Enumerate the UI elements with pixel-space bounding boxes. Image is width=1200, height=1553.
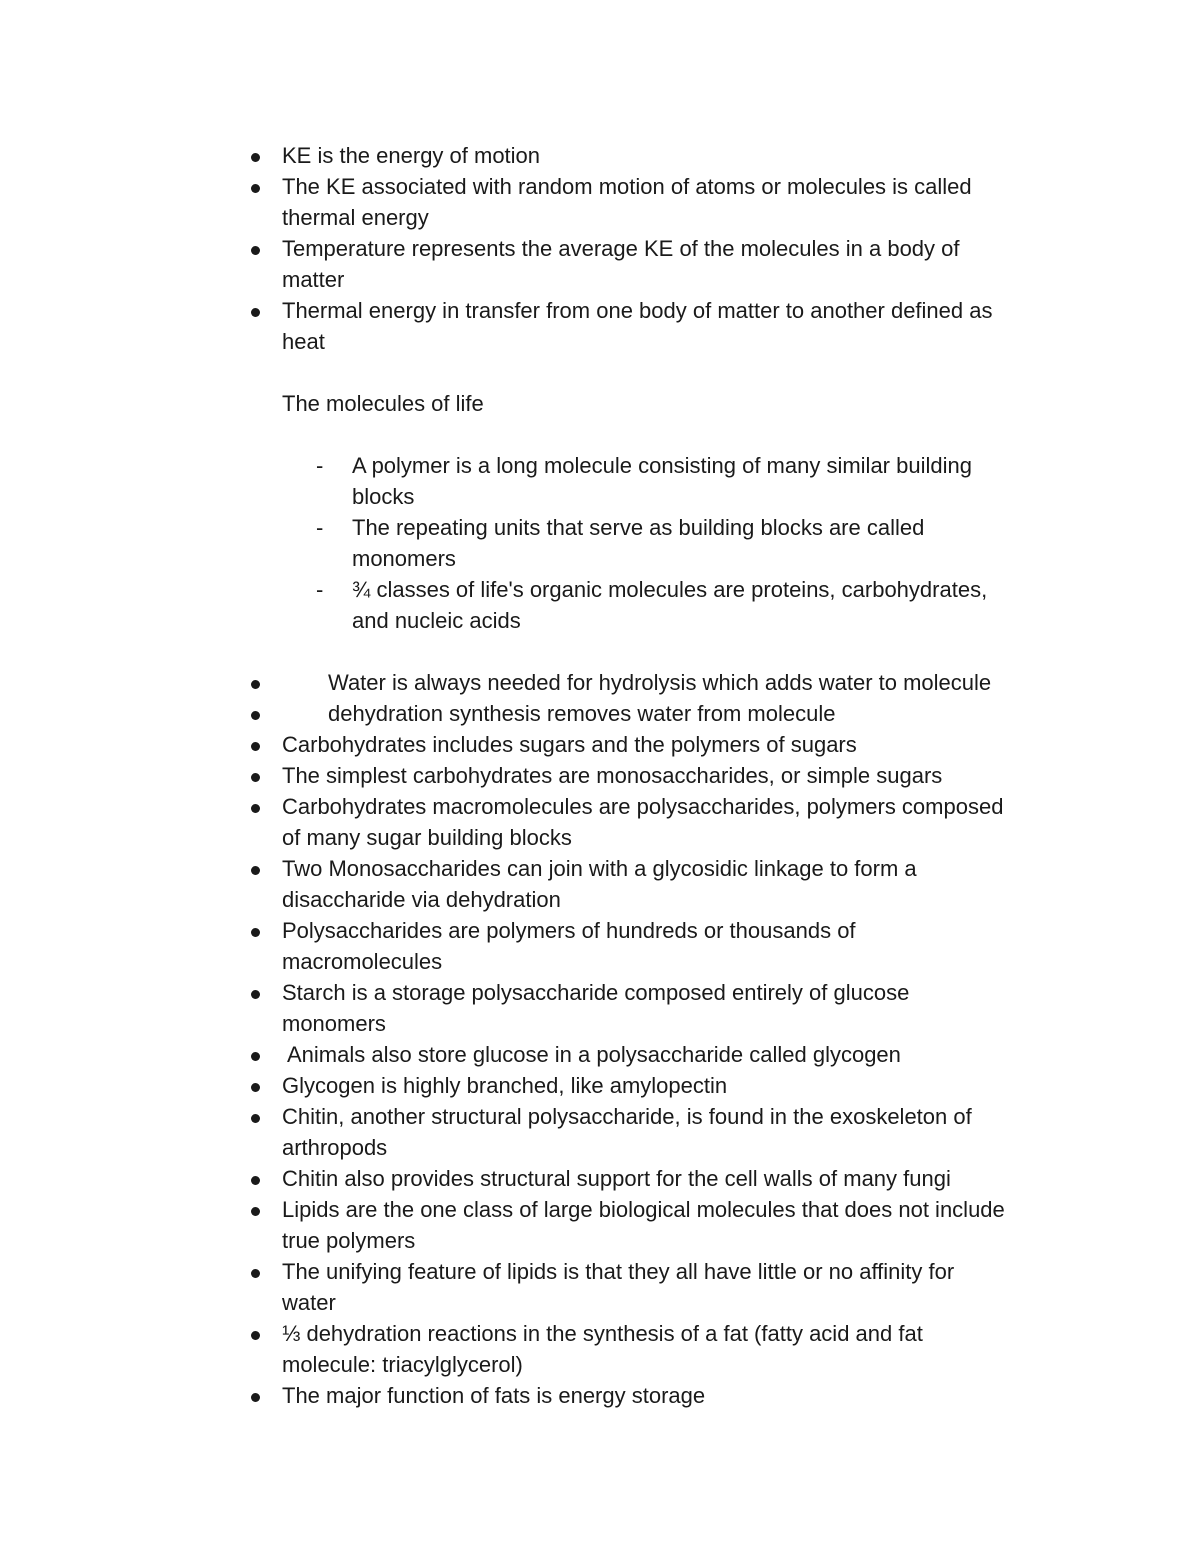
list-item-text: macromolecules xyxy=(282,949,443,974)
bullet-icon xyxy=(251,680,260,689)
bullet-icon xyxy=(251,928,260,937)
list-item xyxy=(0,1039,1200,1070)
bullet-icon xyxy=(251,742,260,751)
list-item xyxy=(0,791,1200,822)
bullet-icon xyxy=(251,184,260,193)
list-item-continuation xyxy=(0,946,1200,977)
list-item-text: heat xyxy=(282,329,325,354)
bullet-icon xyxy=(251,990,260,999)
list-item-continuation xyxy=(0,326,1200,357)
list-item-continuation xyxy=(0,1349,1200,1380)
dash-item-continuation xyxy=(0,481,1200,512)
list-item xyxy=(0,853,1200,884)
bullet-icon xyxy=(251,711,260,720)
list-item-continuation xyxy=(0,1008,1200,1039)
list-item-text: of many sugar building blocks xyxy=(282,825,572,850)
list-item xyxy=(0,1256,1200,1287)
list-item xyxy=(0,1101,1200,1132)
list-item-continuation xyxy=(0,822,1200,853)
spacer xyxy=(0,419,1200,450)
dash-item-text: and nucleic acids xyxy=(352,608,521,633)
bullet-icon xyxy=(251,246,260,255)
list-item-text: KE is the energy of motion xyxy=(282,143,541,168)
bullet-icon xyxy=(251,1269,260,1278)
list-item xyxy=(0,667,1200,698)
dash-icon: - xyxy=(316,515,324,540)
list-item-text: The unifying feature of lipids is that they all have little or no affinity for xyxy=(282,1259,955,1284)
dash-item-text: The repeating units that serve as building blocks are called xyxy=(352,515,925,540)
list-item xyxy=(0,233,1200,264)
list-item xyxy=(0,977,1200,1008)
list-item xyxy=(0,171,1200,202)
section-heading xyxy=(0,388,1200,419)
list-item-continuation xyxy=(0,202,1200,233)
list-item xyxy=(0,698,1200,729)
list-item-text: Temperature represents the average KE of the molecules in a body of xyxy=(282,236,960,261)
dash-item-text: monomers xyxy=(352,546,456,571)
list-item-text: Chitin, another structural polysaccharide, is found in the exoskeleton of xyxy=(282,1104,972,1129)
list-item-text: monomers xyxy=(282,1011,386,1036)
bullet-icon xyxy=(251,866,260,875)
bullet-icon xyxy=(251,153,260,162)
list-item-continuation xyxy=(0,1287,1200,1318)
heading-text: The molecules of life xyxy=(282,391,484,416)
list-item xyxy=(0,1163,1200,1194)
bullet-icon xyxy=(251,1207,260,1216)
list-item-text: dehydration synthesis removes water from molecule xyxy=(328,701,836,726)
dash-item xyxy=(0,450,1200,481)
list-item-continuation xyxy=(0,884,1200,915)
list-item-text: arthropods xyxy=(282,1135,388,1160)
list-item-text: water xyxy=(282,1290,336,1315)
dash-item-continuation xyxy=(0,543,1200,574)
dash-icon: - xyxy=(316,453,324,478)
dash-item-text: ¾ classes of life's organic molecules are proteins, carbohydrates, xyxy=(352,577,988,602)
spacer xyxy=(0,357,1200,388)
list-item-text: thermal energy xyxy=(282,205,429,230)
bullet-icon xyxy=(251,804,260,813)
list-item-text: The simplest carbohydrates are monosaccharides, or simple sugars xyxy=(282,763,943,788)
dash-item-continuation xyxy=(0,605,1200,636)
list-item-continuation xyxy=(0,1225,1200,1256)
list-item-text: Thermal energy in transfer from one body of matter to another defined as xyxy=(282,298,993,323)
list-item-text: Water is always needed for hydrolysis which adds water to molecule xyxy=(328,670,992,695)
bullet-icon xyxy=(251,308,260,317)
list-item-text: Lipids are the one class of large biological molecules that does not include xyxy=(282,1197,1005,1222)
list-item-text: true polymers xyxy=(282,1228,416,1253)
list-item xyxy=(0,1380,1200,1411)
list-item-continuation xyxy=(0,264,1200,295)
list-item-text: The major function of fats is energy storage xyxy=(282,1383,706,1408)
list-item xyxy=(0,1194,1200,1225)
bullet-icon xyxy=(251,1331,260,1340)
bullet-icon xyxy=(251,1114,260,1123)
list-item-text: Starch is a storage polysaccharide composed entirely of glucose xyxy=(282,980,910,1005)
list-item-text: ⅓ dehydration reactions in the synthesis of a fat (fatty acid and fat xyxy=(282,1321,923,1346)
list-item-text: Carbohydrates includes sugars and the polymers of sugars xyxy=(282,732,857,757)
list-item xyxy=(0,760,1200,791)
list-item-text: Animals also store glucose in a polysaccharide called glycogen xyxy=(287,1042,901,1067)
bullet-icon xyxy=(251,773,260,782)
dash-item xyxy=(0,574,1200,605)
list-item-text: molecule: triacylglycerol) xyxy=(282,1352,523,1377)
list-item-text: Two Monosaccharides can join with a glycosidic linkage to form a xyxy=(282,856,917,881)
list-item-text: disaccharide via dehydration xyxy=(282,887,561,912)
bullet-icon xyxy=(251,1083,260,1092)
dash-item-text: A polymer is a long molecule consisting of many similar building xyxy=(352,453,972,478)
bullet-icon xyxy=(251,1052,260,1061)
list-item xyxy=(0,915,1200,946)
list-item-text: Carbohydrates macromolecules are polysaccharides, polymers composed xyxy=(282,794,1004,819)
list-item-text: Chitin also provides structural support for the cell walls of many fungi xyxy=(282,1166,951,1191)
list-item-text: Glycogen is highly branched, like amylopectin xyxy=(282,1073,728,1098)
list-item-text: matter xyxy=(282,267,345,292)
bullet-icon xyxy=(251,1393,260,1402)
document-page xyxy=(0,140,1200,1411)
dash-icon: - xyxy=(316,577,324,602)
list-item xyxy=(0,295,1200,326)
list-item-text: The KE associated with random motion of atoms or molecules is called xyxy=(282,174,972,199)
bullet-icon xyxy=(251,1176,260,1185)
spacer xyxy=(0,636,1200,667)
list-item xyxy=(0,1070,1200,1101)
list-item xyxy=(0,1318,1200,1349)
list-item xyxy=(0,140,1200,171)
dash-item-text: blocks xyxy=(352,484,415,509)
list-item-continuation xyxy=(0,1132,1200,1163)
dash-item xyxy=(0,512,1200,543)
list-item xyxy=(0,729,1200,760)
list-item-text: Polysaccharides are polymers of hundreds or thousands of xyxy=(282,918,856,943)
